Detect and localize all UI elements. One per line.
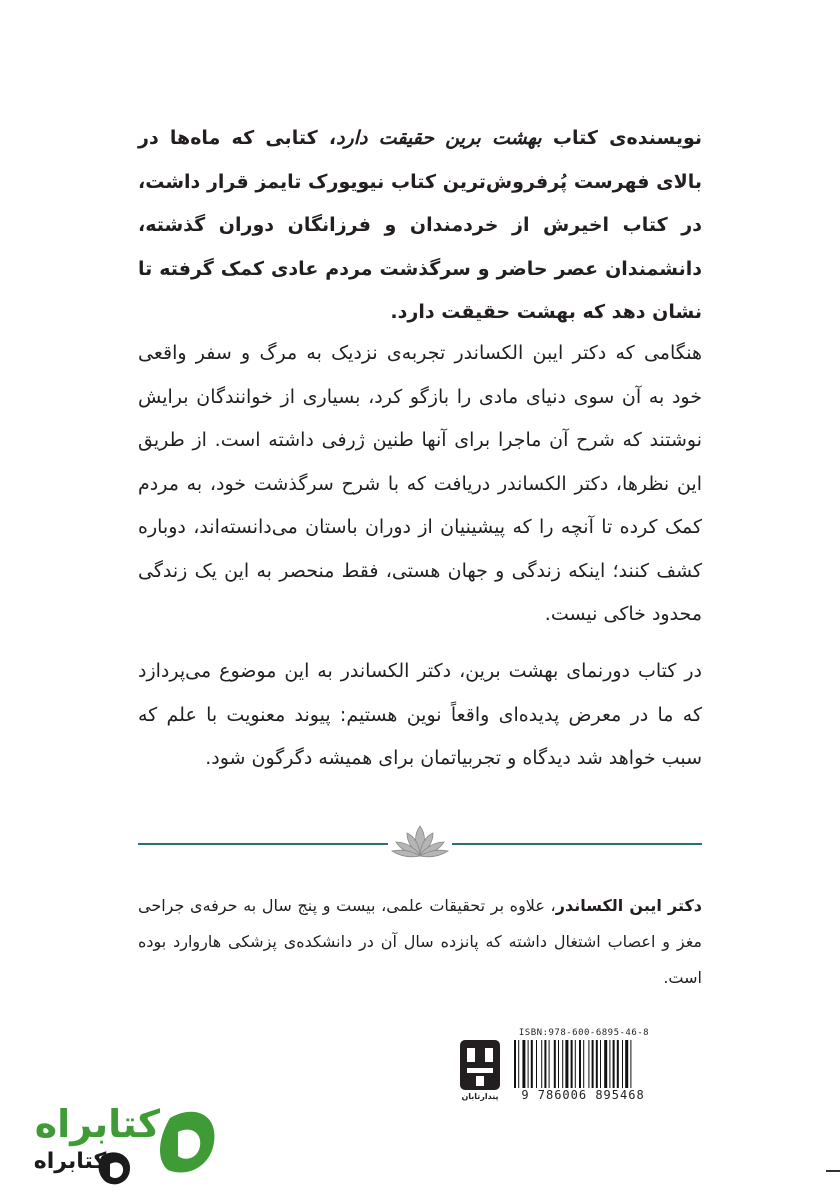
divider-rule-right <box>452 843 702 845</box>
isbn-label: ISBN:978-600-6895-46-8 <box>518 1028 650 1038</box>
barcode-digits: 9 786006 895468 <box>508 1088 658 1102</box>
book-title-italic: بهشت برین حقیقت دارد <box>336 127 542 149</box>
publisher-logo-icon <box>458 1038 502 1096</box>
description-paragraph-2: در کتاب دورنمای بهشت برین، دکتر الکساندر به این موضوع می‌پردازد که ما در معرض پدیده‌ای واقعاً نوین هستیم: پیوند معنویت با علم که سبب خواهد شد دیدگاه و تجربیاتمان برای همیشه دگرگون شود. <box>138 660 702 769</box>
lotus-icon <box>390 820 450 864</box>
author-name: دکتر ایبن الکساندر <box>555 896 703 915</box>
blurb-rest: ، کتابی که ماه‌ها در بالای فهرست پُرفروش‌ترین کتاب نیویورک تایمز قرار داشت، در کتاب اخیرش از خردمندان و فرزانگان دوران گذشته، دانشمندان عصر حاضر و سرگذشت مردم عادی کمک گرفته تا نشان دهد که بهشت حقیقت دارد. <box>138 127 702 323</box>
divider-rule-left <box>138 843 388 845</box>
watermark-text-large: کتابراه <box>34 1102 160 1146</box>
author-bio <box>138 888 702 996</box>
back-cover-blurb <box>138 117 702 335</box>
blurb-intro: نویسنده‌ی کتاب <box>541 127 703 149</box>
description-paragraph-1: هنگامی که دکتر ایبن الکساندر تجربه‌ی نزدیک به مرگ و سفر واقعی خود به آن سوی دنیای مادی را بازگو کرد، بسیاری از خوانندگان برایش نوشتند که شرح آن ماجرا برای آنها طنین ژرفی داشته است. از طریق این نظرها، دکتر الکساندر دریافت که با شرح سرگذشت خود، به مردم کمک کرده تا آنچه را که پیشینیان از دوران باستان می‌دانسته‌اند، دوباره کشف کنند؛ اینکه زندگی و جهان هستی، فقط منحصر به این یک زندگی محدود خاکی نیست. <box>138 342 702 625</box>
publisher-name: پندارتابان <box>461 1092 499 1101</box>
author-bio-text: ، علاوه بر تحقیقات علمی، بیست و پنج سال به حرفه‌ی جراحی مغز و اعصاب اشتغال داشته که پانزده سال آن در دانشکده‌ی پزشکی هاروارد بوده است. <box>138 896 702 987</box>
lotus-divider <box>138 820 702 864</box>
edge-mark <box>826 1170 840 1172</box>
watermark-text-small: کتابراه <box>33 1149 107 1174</box>
